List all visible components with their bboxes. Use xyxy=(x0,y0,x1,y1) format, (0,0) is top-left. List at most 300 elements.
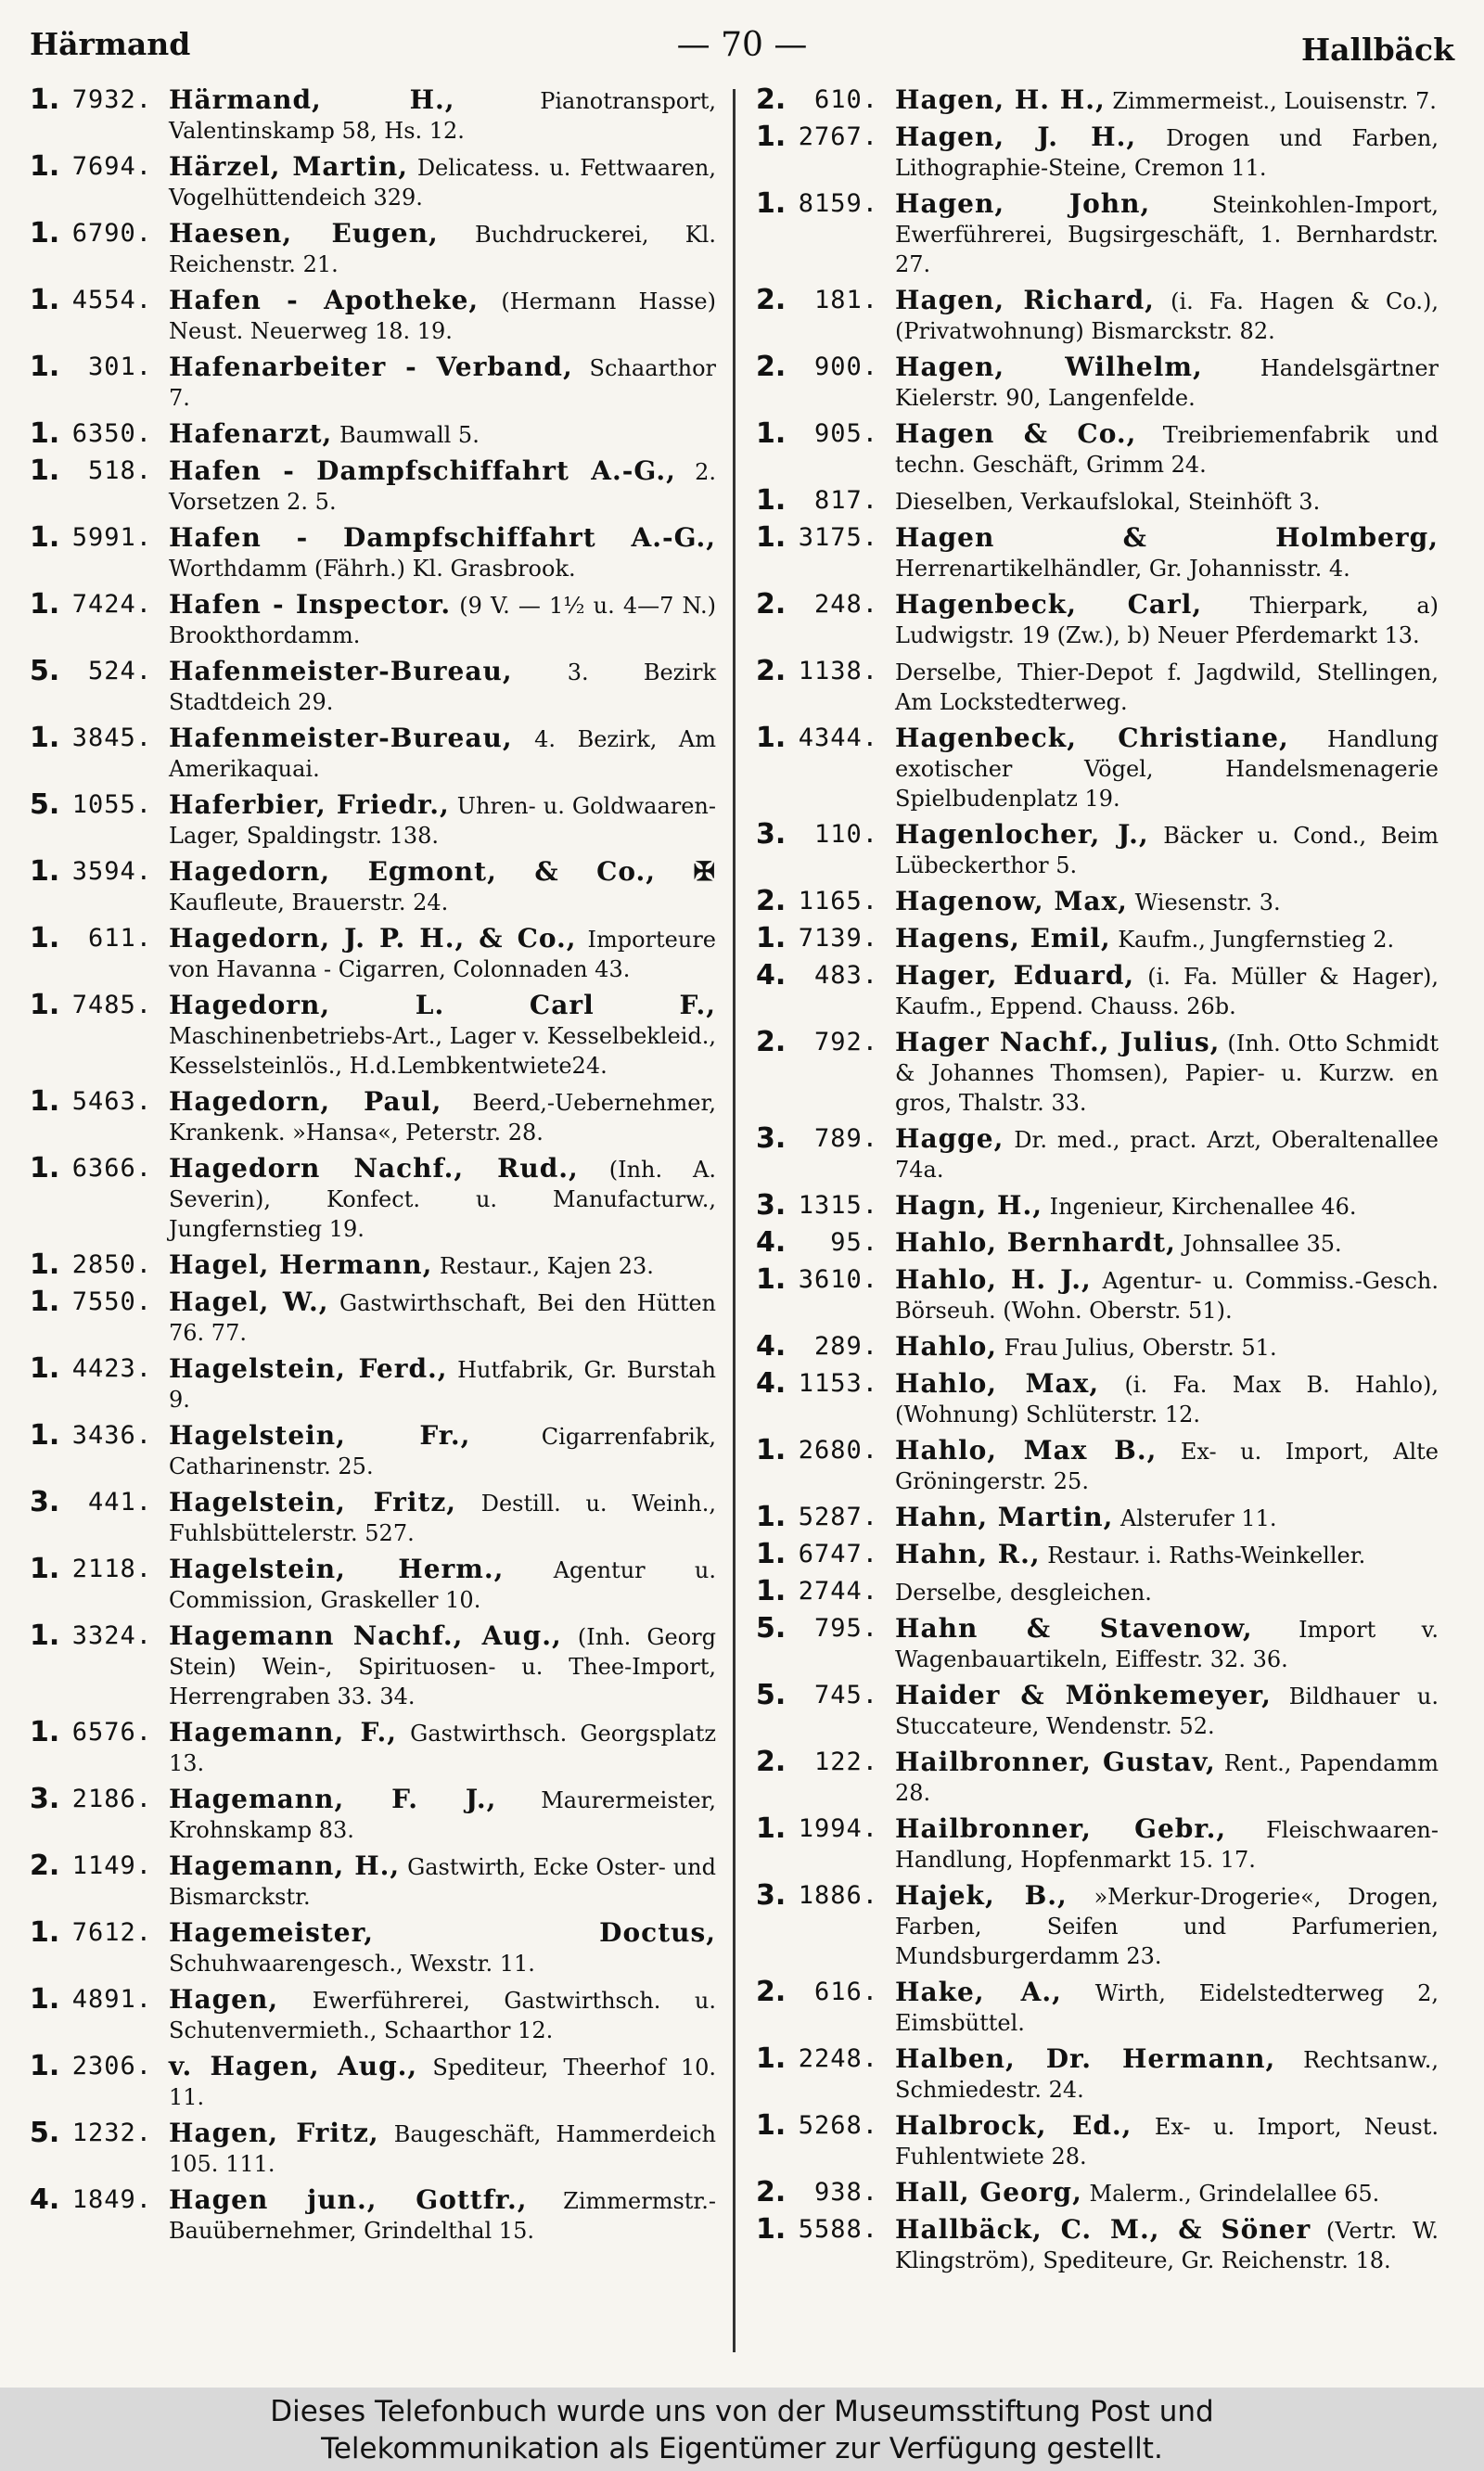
subscriber-name: Hahlo, Bernhardt, xyxy=(895,1227,1176,1258)
phone-number: 483. xyxy=(813,961,878,990)
entry-text xyxy=(169,1621,716,1711)
directory-entry xyxy=(30,1421,716,1481)
subscriber-name: Hafenarbeiter - Verband, xyxy=(169,352,573,382)
entry-text xyxy=(895,1503,1439,1533)
exchange-number: 1. xyxy=(756,1538,787,1570)
footer-notice xyxy=(0,2388,1484,2471)
phone-number: 1149. xyxy=(71,1851,152,1880)
phone-number: 2850. xyxy=(71,1250,152,1279)
subscriber-details: Spediteur, Theerhof 10. 11. xyxy=(169,2055,717,2110)
directory-entry xyxy=(30,219,716,279)
subscriber-details: Importeure von Havanna - Cigarren, Colonnaden 43. xyxy=(169,927,716,982)
directory-entry xyxy=(756,2215,1439,2275)
subscriber-details: Handlung exotischer Vögel, Handelsmenagerie Spielbudenplatz 19. xyxy=(895,726,1439,812)
entry-text xyxy=(895,723,1439,813)
directory-entry xyxy=(30,1718,716,1778)
subscriber-details: 3. Bezirk Stadtdeich 29. xyxy=(169,659,716,715)
subscriber-name: Hafen - Dampfschiffahrt A.-G., xyxy=(169,522,716,553)
entry-text xyxy=(895,286,1439,346)
phone-number: 7932. xyxy=(71,85,152,114)
directory-entry xyxy=(756,1332,1439,1363)
entry-text xyxy=(895,1614,1439,1674)
directory-entry xyxy=(30,1287,716,1348)
subscriber-details: 4. Bezirk, Am Amerikaquai. xyxy=(169,726,716,782)
directory-entry xyxy=(30,1250,716,1281)
directory-entry xyxy=(756,723,1439,813)
subscriber-name: Hagelstein, Fr., xyxy=(169,1420,471,1451)
subscriber-name: Halben, Dr. Hermann, xyxy=(895,2043,1276,2074)
page-number: — 70 — xyxy=(676,26,808,64)
directory-entry xyxy=(756,1503,1439,1533)
subscriber-details: (9 V. — 1½ u. 4—7 N.) Brookthordamm. xyxy=(169,593,716,648)
phone-number: 7424. xyxy=(71,590,152,619)
phone-number: 6790. xyxy=(71,219,152,248)
phone-number: 1315. xyxy=(798,1191,878,1220)
subscriber-name: Hagenlocher, J., xyxy=(895,819,1149,850)
subscriber-name: v. Hagen, Aug., xyxy=(169,2051,418,2081)
directory-entry xyxy=(756,1028,1439,1118)
entry-text xyxy=(169,924,716,984)
entry-text xyxy=(895,820,1439,880)
exchange-number: 1. xyxy=(30,1419,60,1452)
entry-text xyxy=(169,1250,716,1281)
directory-entry xyxy=(756,2178,1439,2209)
subscriber-details: Fleischwaaren-Handlung, Hopfenmarkt 15. 17. xyxy=(895,1817,1439,1873)
phone-number: 6366. xyxy=(71,1154,152,1183)
phone-number: 5463. xyxy=(71,1087,152,1116)
phone-number: 7485. xyxy=(71,991,152,1019)
subscriber-details: Bäcker u. Cond., Beim Lübeckerthor 5. xyxy=(895,823,1439,878)
subscriber-details: Steinkohlen-Import, Ewerführerei, Bugsirgeschäft, 1. Bernhardstr. 27. xyxy=(895,192,1439,277)
subscriber-details: Zimmermstr.-Bauübernehmer, Grindelthal 15. xyxy=(169,2188,716,2244)
exchange-number: 1. xyxy=(756,722,787,754)
exchange-number: 1. xyxy=(756,484,787,517)
subscriber-name: Hailbronner, Gebr., xyxy=(895,1813,1227,1844)
exchange-number: 1. xyxy=(30,1620,60,1652)
exchange-number: 3. xyxy=(756,1189,787,1222)
subscriber-details: Worthdamm (Fährh.) Kl. Grasbrook. xyxy=(169,556,576,582)
directory-entry xyxy=(756,419,1439,480)
exchange-number: 1. xyxy=(30,989,60,1021)
phone-number: 611. xyxy=(87,924,152,953)
subscriber-details: Restaur., Kajen 23. xyxy=(440,1253,654,1279)
exchange-number: 4. xyxy=(756,1226,787,1259)
directory-entry xyxy=(30,657,716,717)
subscriber-name: Hafenmeister-Bureau, xyxy=(169,723,513,753)
exchange-number: 1. xyxy=(30,417,60,450)
phone-number: 4423. xyxy=(71,1354,152,1383)
directory-entry xyxy=(756,1748,1439,1808)
directory-entry xyxy=(756,523,1439,583)
subscriber-details: Hutfabrik, Gr. Burstah 9. xyxy=(169,1357,716,1413)
directory-entry xyxy=(756,1369,1439,1429)
phone-number: 610. xyxy=(813,85,878,114)
subscriber-name: Hahlo, xyxy=(895,1331,998,1362)
subscriber-details: Ex- u. Import, Alte Gröningerstr. 25. xyxy=(895,1439,1439,1494)
subscriber-details: Derselbe, Thier-Depot f. Jagdwild, Stellingen, Am Lockstedterweg. xyxy=(895,659,1439,715)
directory-entry xyxy=(756,1540,1439,1570)
phone-number: 1849. xyxy=(71,2185,152,2214)
entry-text xyxy=(895,657,1439,717)
entry-text xyxy=(895,1228,1439,1259)
entry-text xyxy=(169,2052,716,2112)
subscriber-details: 2. Vorsetzen 2. 5. xyxy=(169,459,716,515)
subscriber-details: Buchdruckerei, Kl. Reichenstr. 21. xyxy=(169,222,716,277)
phone-number: 5287. xyxy=(798,1503,878,1531)
subscriber-name: Hager, Eduard, xyxy=(895,960,1135,991)
phone-number: 524. xyxy=(87,657,152,685)
subscriber-name: Hagen & Holmberg, xyxy=(895,522,1439,553)
entry-text xyxy=(169,1785,716,1845)
exchange-number: 1. xyxy=(30,284,60,316)
phone-number: 3324. xyxy=(71,1621,152,1650)
directory-entry xyxy=(30,1918,716,1978)
entry-text xyxy=(169,1718,716,1778)
phone-number: 2680. xyxy=(798,1436,878,1465)
exchange-number: 2. xyxy=(756,1746,787,1778)
entry-text xyxy=(169,1154,716,1244)
exchange-number: 2. xyxy=(756,351,787,383)
phone-number: 5588. xyxy=(798,2215,878,2244)
exchange-number: 1. xyxy=(756,2042,787,2075)
subscriber-details: Thierpark, a) Ludwigstr. 19 (Zw.), b) Neuer Pferdemarkt 13. xyxy=(895,593,1439,648)
phone-number: 8159. xyxy=(798,189,878,218)
phone-number: 900. xyxy=(813,352,878,381)
phone-number: 789. xyxy=(813,1124,878,1153)
subscriber-details: Gastwirthschaft, Bei den Hütten 76. 77. xyxy=(169,1290,716,1346)
subscriber-details: Dr. med., pract. Arzt, Oberaltenallee 74a. xyxy=(895,1127,1439,1183)
exchange-number: 1. xyxy=(756,187,787,220)
phone-number: 4891. xyxy=(71,1985,152,2014)
directory-entry xyxy=(30,790,716,851)
directory-entry xyxy=(30,152,716,212)
phone-number: 4554. xyxy=(71,286,152,314)
directory-entry xyxy=(756,286,1439,346)
phone-number: 1165. xyxy=(798,887,878,915)
subscriber-name: Hagel, W., xyxy=(169,1287,329,1317)
directory-entry xyxy=(30,1354,716,1415)
directory-entry xyxy=(756,1124,1439,1184)
phone-number: 289. xyxy=(813,1332,878,1361)
entry-text xyxy=(895,189,1439,279)
phone-number: 3175. xyxy=(798,523,878,552)
entry-text xyxy=(895,85,1439,116)
phone-number: 745. xyxy=(813,1681,878,1709)
entry-text xyxy=(895,2044,1439,2105)
exchange-number: 1. xyxy=(30,1716,60,1748)
directory-entry xyxy=(756,1978,1439,2038)
entry-text xyxy=(169,1555,716,1615)
directory-entry xyxy=(756,887,1439,917)
subscriber-details: (Inh. A. Severin), Konfect. u. Manufacturw., Jungfernstieg 19. xyxy=(169,1157,716,1242)
phone-number: 1153. xyxy=(798,1369,878,1398)
phone-number: 2306. xyxy=(71,2052,152,2081)
exchange-number: 5. xyxy=(756,1612,787,1645)
entry-text xyxy=(169,219,716,279)
subscriber-details: (i. Fa. Max B. Hahlo), (Wohnung) Schlüterstr. 12. xyxy=(895,1372,1439,1428)
directory-entry xyxy=(756,85,1439,116)
subscriber-name: Hajek, B., xyxy=(895,1880,1068,1911)
subscriber-name: Hallbäck, C. M., & Söner xyxy=(895,2214,1311,2245)
directory-entry xyxy=(756,1814,1439,1875)
directory-entry xyxy=(756,1577,1439,1607)
entry-text xyxy=(169,790,716,851)
exchange-number: 3. xyxy=(756,1122,787,1155)
directory-entry xyxy=(30,1087,716,1147)
entry-text xyxy=(169,991,716,1081)
entry-text xyxy=(895,2178,1439,2209)
entry-text xyxy=(895,122,1439,183)
subscriber-details: Malerm., Grindelallee 65. xyxy=(1089,2181,1380,2207)
phone-number: 181. xyxy=(813,286,878,314)
directory-entry xyxy=(30,1555,716,1615)
directory-entry xyxy=(756,1191,1439,1222)
subscriber-details: Herrenartikelhändler, Gr. Johannisstr. 4. xyxy=(895,556,1350,582)
phone-number: 7550. xyxy=(71,1287,152,1316)
entry-text xyxy=(169,2185,716,2246)
subscriber-name: Härzel, Martin, xyxy=(169,151,408,182)
phone-number: 7612. xyxy=(71,1918,152,1947)
phone-number: 6350. xyxy=(71,419,152,448)
entry-text xyxy=(895,2111,1439,2171)
subscriber-name: Hager Nachf., Julius, xyxy=(895,1027,1221,1057)
subscriber-name: Hafen - Dampfschiffahrt A.-G., xyxy=(169,455,676,486)
footer-line-1: Dieses Telefonbuch wurde uns von der Museumsstiftung Post und xyxy=(270,2395,1214,2428)
directory-entry xyxy=(30,1985,716,2045)
right-column xyxy=(736,85,1444,2376)
subscriber-name: Hagemeister, Doctus, xyxy=(169,1917,716,1948)
directory-entry xyxy=(756,1881,1439,1971)
entry-text xyxy=(895,352,1439,413)
subscriber-name: Hagelstein, Fritz, xyxy=(169,1487,457,1517)
directory-entry xyxy=(30,352,716,413)
entry-text xyxy=(895,1881,1439,1971)
directory-entry xyxy=(756,2111,1439,2171)
phone-number: 7139. xyxy=(798,924,878,953)
entry-text xyxy=(169,657,716,717)
header-last-entry: Hallbäck xyxy=(1300,32,1454,68)
directory-entry xyxy=(30,991,716,1081)
exchange-number: 2. xyxy=(756,83,787,116)
directory-entry xyxy=(30,286,716,346)
subscriber-name: Hagen, Richard, xyxy=(895,285,1155,315)
entry-text xyxy=(169,419,716,450)
directory-entry xyxy=(30,924,716,984)
directory-entry xyxy=(756,352,1439,413)
left-column xyxy=(24,85,733,2376)
phone-number: 1886. xyxy=(798,1881,878,1910)
phone-number: 2248. xyxy=(798,2044,878,2073)
subscriber-details: Maurermeister, Krohnskamp 83. xyxy=(169,1787,716,1843)
exchange-number: 5. xyxy=(30,788,60,821)
exchange-number: 4. xyxy=(756,1367,787,1400)
entry-text xyxy=(895,2215,1439,2275)
entry-text xyxy=(895,1191,1439,1222)
subscriber-name: Hagenbeck, Christiane, xyxy=(895,723,1289,753)
subscriber-details: »Merkur-Drogerie«, Drogen, Farben, Seifen und Parfumerien, Mundsburgerdamm 23. xyxy=(895,1884,1439,1969)
entry-text xyxy=(895,924,1439,954)
entry-text xyxy=(895,1814,1439,1875)
directory-entry xyxy=(30,723,716,784)
exchange-number: 3. xyxy=(30,1486,60,1518)
subscriber-name: Hagen, H. H., xyxy=(895,84,1106,115)
phone-number: 6747. xyxy=(798,1540,878,1568)
phone-number: 518. xyxy=(87,456,152,485)
subscriber-details: Ex- u. Import, Neust. Fuhlentwiete 28. xyxy=(895,2114,1439,2170)
subscriber-name: Hagelstein, Ferd., xyxy=(169,1353,448,1384)
directory-entry xyxy=(30,857,716,917)
entry-text xyxy=(169,1851,716,1912)
exchange-number: 1. xyxy=(756,1575,787,1607)
entry-text xyxy=(169,352,716,413)
subscriber-details: Cigarrenfabrik, Catharinenstr. 25. xyxy=(169,1424,716,1479)
entry-text xyxy=(895,590,1439,650)
subscriber-details: Beerd,-Uebernehmer, Krankenk. »Hansa«, Peterstr. 28. xyxy=(169,1090,716,1146)
entry-text xyxy=(169,1354,716,1415)
subscriber-name: Hagen, Fritz, xyxy=(169,2118,379,2148)
entry-text xyxy=(169,1287,716,1348)
subscriber-name: Hagel, Hermann, xyxy=(169,1249,433,1280)
directory-entry xyxy=(756,1614,1439,1674)
subscriber-name: Hake, A., xyxy=(895,1977,1062,2007)
exchange-number: 1. xyxy=(30,1248,60,1281)
entry-text xyxy=(895,1577,1439,1607)
phone-number: 7694. xyxy=(71,152,152,181)
directory-entry xyxy=(756,189,1439,279)
subscriber-details: Zimmermeist., Louisenstr. 7. xyxy=(1112,88,1437,114)
phone-number: 5991. xyxy=(71,523,152,552)
entry-text xyxy=(895,1028,1439,1118)
directory-entry xyxy=(30,590,716,650)
directory-entry xyxy=(30,419,716,450)
exchange-number: 2. xyxy=(756,885,787,917)
subscriber-details: Agentur- u. Commiss.-Gesch. Börseuh. (Wohn. Oberstr. 51). xyxy=(895,1268,1439,1324)
subscriber-name: Hahlo, Max, xyxy=(895,1368,1100,1399)
entry-text xyxy=(895,486,1439,517)
phone-number: 938. xyxy=(813,2178,878,2207)
subscriber-details: (Inh. Otto Schmidt & Johannes Thomsen), Papier- u. Kurzw. en gros, Thalstr. 33. xyxy=(895,1031,1439,1116)
subscriber-details: Schaarthor 7. xyxy=(169,355,716,411)
subscriber-details: (i. Fa. Hagen & Co.), (Privatwohnung) Bismarckstr. 82. xyxy=(895,288,1439,344)
exchange-number: 1. xyxy=(30,1553,60,1585)
subscriber-name: Hahlo, H. J., xyxy=(895,1264,1092,1295)
entry-text xyxy=(895,1332,1439,1363)
subscriber-name: Hagen & Co., xyxy=(895,418,1137,449)
phone-number: 3594. xyxy=(71,857,152,886)
exchange-number: 1. xyxy=(30,922,60,954)
subscriber-name: Hagen, John, xyxy=(895,188,1151,219)
entry-text xyxy=(169,286,716,346)
directory-entry xyxy=(756,486,1439,517)
entry-text xyxy=(895,419,1439,480)
footer-line-2: Telekommunikation als Eigentümer zur Verfügung gestellt. xyxy=(321,2432,1163,2465)
entry-text xyxy=(169,1087,716,1147)
exchange-number: 5. xyxy=(30,655,60,687)
exchange-number: 1. xyxy=(30,722,60,754)
phone-number: 2186. xyxy=(71,1785,152,1813)
subscriber-name: Hagen, J. H., xyxy=(895,122,1137,152)
subscriber-details: Kaufm., Jungfernstieg 2. xyxy=(1118,927,1395,953)
directory-entry xyxy=(756,590,1439,650)
entry-text xyxy=(169,1488,716,1548)
phone-number: 616. xyxy=(813,1978,878,2006)
subscriber-name: Hafen - Inspector. xyxy=(169,589,452,620)
phone-number: 792. xyxy=(813,1028,878,1056)
subscriber-details: Destill. u. Weinh., Fuhlsbüttelerstr. 527. xyxy=(169,1491,716,1546)
subscriber-details: Drogen und Farben, Lithographie-Steine, Cremon 11. xyxy=(895,125,1439,181)
subscriber-details: Uhren- u. Goldwaaren-Lager, Spaldingstr. 138. xyxy=(169,793,716,849)
subscriber-details: Ingenieur, Kirchenallee 46. xyxy=(1049,1194,1357,1220)
subscriber-name: Hagemann, H., xyxy=(169,1850,401,1881)
subscriber-details: Frau Julius, Oberstr. 51. xyxy=(1004,1335,1277,1361)
directory-entry xyxy=(30,1154,716,1244)
directory-entry xyxy=(756,1228,1439,1259)
exchange-number: 1. xyxy=(756,1263,787,1296)
exchange-number: 1. xyxy=(30,1085,60,1118)
phone-number: 3845. xyxy=(71,723,152,752)
subscriber-details: Agentur u. Commission, Graskeller 10. xyxy=(169,1557,716,1613)
directory-entry xyxy=(756,2044,1439,2105)
phone-number: 1055. xyxy=(71,790,152,819)
phone-number: 1994. xyxy=(798,1814,878,1843)
entry-text xyxy=(169,857,716,917)
phone-number: 95. xyxy=(830,1228,878,1257)
directory-entry xyxy=(30,523,716,583)
subscriber-details: Wirth, Eidelstedterweg 2, Eimsbüttel. xyxy=(895,1980,1439,2036)
exchange-number: 1. xyxy=(30,588,60,621)
entry-text xyxy=(895,1681,1439,1741)
subscriber-name: Hafenmeister-Bureau, xyxy=(169,656,513,686)
exchange-number: 1. xyxy=(756,1434,787,1466)
subscriber-details: Bildhauer u. Stuccateure, Wendenstr. 52. xyxy=(895,1684,1439,1739)
exchange-number: 3. xyxy=(30,1783,60,1815)
directory-columns xyxy=(24,85,1460,2376)
phone-number: 301. xyxy=(87,352,152,381)
entry-text xyxy=(169,456,716,517)
exchange-number: 1. xyxy=(30,217,60,250)
subscriber-details: (Vertr. W. Klingström), Spediteure, Gr. Reichenstr. 18. xyxy=(895,2218,1439,2273)
subscriber-name: Haferbier, Friedr., xyxy=(169,789,450,820)
entry-text xyxy=(169,523,716,583)
exchange-number: 1. xyxy=(756,521,787,554)
phone-number: 2744. xyxy=(798,1577,878,1606)
exchange-number: 1. xyxy=(756,2109,787,2142)
phone-number: 248. xyxy=(813,590,878,619)
subscriber-name: Halbrock, Ed., xyxy=(895,2110,1132,2141)
entry-text xyxy=(169,152,716,212)
exchange-number: 1. xyxy=(756,1501,787,1533)
subscriber-details: Johnsallee 35. xyxy=(1183,1231,1342,1257)
exchange-number: 2. xyxy=(756,284,787,316)
subscriber-details: Gastwirth, Ecke Oster- und Bismarckstr. xyxy=(169,1854,717,1910)
exchange-number: 1. xyxy=(30,855,60,888)
subscriber-name: Härmand, H., xyxy=(169,84,455,115)
subscriber-name: Hailbronner, Gustav, xyxy=(895,1747,1216,1777)
subscriber-name: Hahlo, Max B., xyxy=(895,1435,1158,1466)
phone-number: 905. xyxy=(813,419,878,448)
running-head xyxy=(30,26,1454,78)
directory-entry xyxy=(756,820,1439,880)
phone-number: 817. xyxy=(813,486,878,515)
subscriber-details: Treibriemenfabrik und techn. Geschäft, Grimm 24. xyxy=(895,422,1439,478)
exchange-number: 2. xyxy=(756,655,787,687)
subscriber-name: Hahn, R., xyxy=(895,1539,1041,1569)
directory-entry xyxy=(756,1681,1439,1741)
exchange-number: 1. xyxy=(30,455,60,487)
subscriber-details: Import v. Wagenbauartikeln, Eiffestr. 32. 36. xyxy=(895,1617,1439,1672)
entry-text xyxy=(895,1748,1439,1808)
directory-entry xyxy=(756,1436,1439,1496)
